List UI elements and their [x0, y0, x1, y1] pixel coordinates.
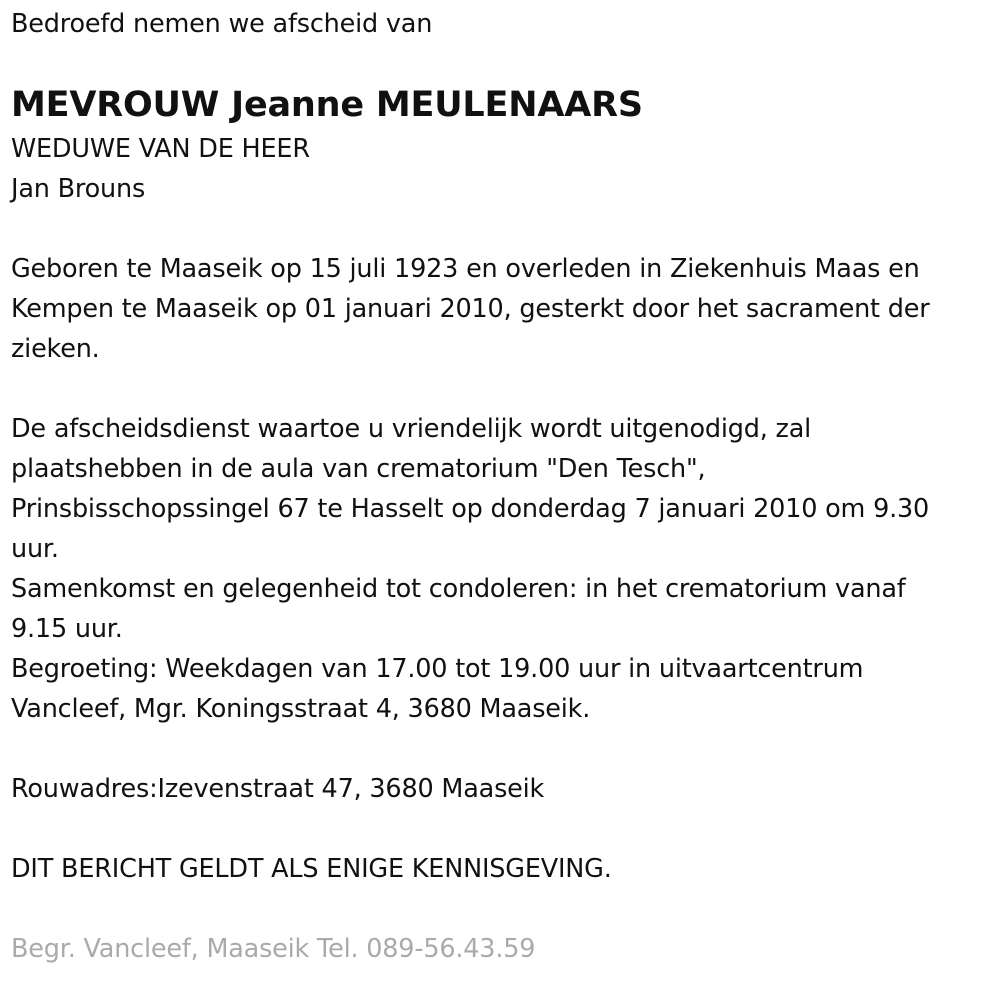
paragraph-line: Geboren te Maaseik op 15 juli 1923 en overleden in Ziekenhuis Maas en	[11, 254, 920, 284]
spacer	[11, 889, 993, 929]
intro-text: Bedroefd nemen we afscheid van	[11, 9, 433, 39]
gathering-paragraph	[11, 569, 993, 649]
relation-text: WEDUWE VAN DE HEER	[11, 134, 310, 164]
spouse-name: Jan Brouns	[11, 174, 146, 204]
mourning-address: Rouwadres:Izevenstraat 47, 3680 Maaseik	[11, 774, 545, 804]
visitation-paragraph	[11, 649, 993, 729]
spacer	[11, 729, 993, 769]
notice-text: DIT BERICHT GELDT ALS ENIGE KENNISGEVING.	[11, 854, 612, 884]
paragraph-line: 9.15 uur.	[11, 614, 123, 644]
paragraph-line: Prinsbisschopssingel 67 te Hasselt op donderdag 7 januari 2010 om 9.30	[11, 494, 930, 524]
paragraph-line: Begroeting: Weekdagen van 17.00 tot 19.00 uur in uitvaartcentrum	[11, 654, 864, 684]
spacer	[11, 369, 993, 409]
service-paragraph	[11, 409, 993, 569]
paragraph-line: plaatshebben in de aula van crematorium "Den Tesch",	[11, 454, 706, 484]
birth-death-paragraph	[11, 249, 993, 369]
paragraph-line: zieken.	[11, 334, 100, 364]
spacer	[11, 209, 993, 249]
deceased-name: MEVROUW Jeanne MEULENAARS	[11, 85, 643, 125]
paragraph-line: Vancleef, Mgr. Koningsstraat 4, 3680 Maaseik.	[11, 694, 591, 724]
footer-contact: Begr. Vancleef, Maaseik Tel. 089-56.43.59	[11, 934, 536, 964]
death-notice	[11, 4, 993, 969]
paragraph-line: Samenkomst en gelegenheid tot condoleren: in het crematorium vanaf	[11, 574, 906, 604]
spacer	[11, 809, 993, 849]
paragraph-line: De afscheidsdienst waartoe u vriendelijk wordt uitgenodigd, zal	[11, 414, 812, 444]
paragraph-line: uur.	[11, 534, 59, 564]
paragraph-line: Kempen te Maaseik op 01 januari 2010, gesterkt door het sacrament der	[11, 294, 930, 324]
